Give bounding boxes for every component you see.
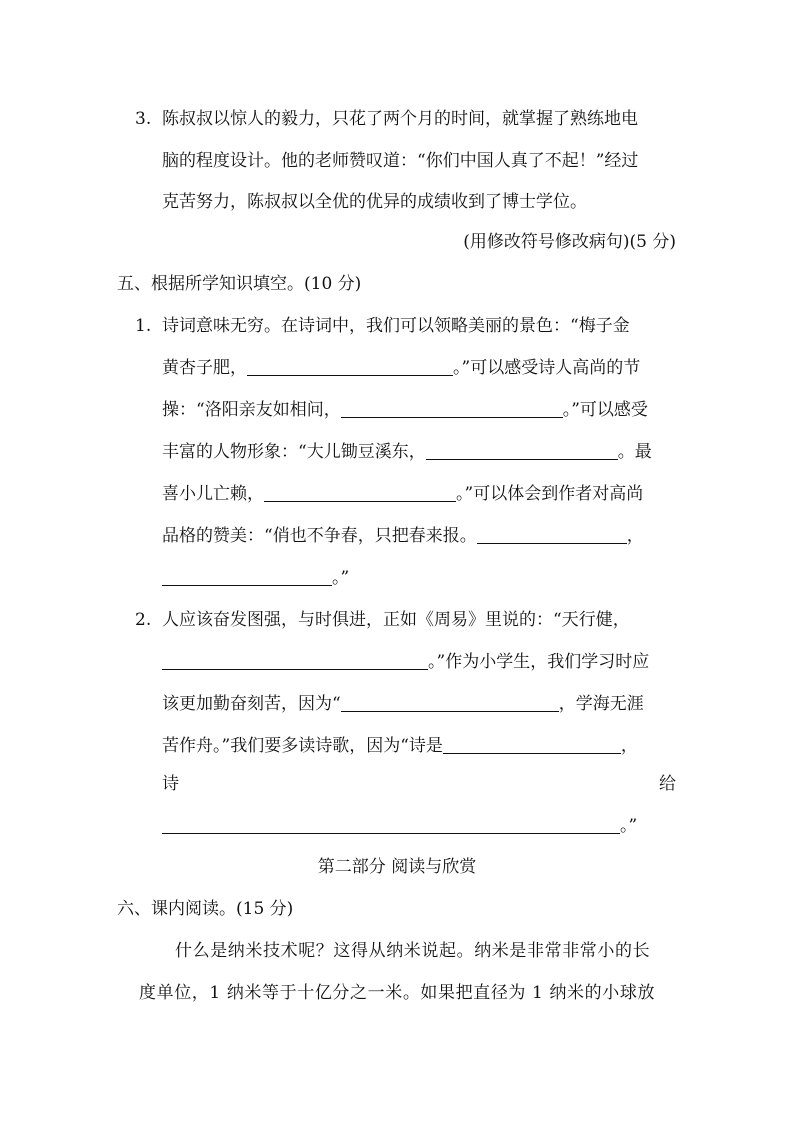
answer-blank[interactable] (426, 443, 618, 460)
q5-2-line-6 (162, 814, 637, 838)
answer-blank[interactable] (162, 817, 620, 834)
q3-line-1: 陈叔叔以惊人的毅力，只花了两个月的时间，就掌握了熟练地电 (162, 109, 638, 129)
answer-blank[interactable] (341, 401, 563, 418)
answer-blank[interactable] (477, 527, 627, 544)
q3-line-2: 脑的程度设计。他的老师赞叹道：“你们中国人真了不起！”经过 (162, 151, 639, 171)
q5-2-line-1: 人应该奋发图强，与时俱进，正如《周易》里说的：“天行健， (162, 610, 630, 630)
q5-1-line-6-text-b: ， (626, 526, 644, 546)
q5-2-line-2 (162, 650, 649, 674)
q5-1-line-7-text-b: 。” (332, 568, 350, 588)
q5-1-line-3-text-a: 操：“洛阳亲友如相问， (162, 400, 341, 420)
q5-2-line-4-text-a: 苦作舟。”我们要多读诗歌，因为“诗是 (162, 736, 443, 756)
q5-1-line-1: 诗词意味无穷。在诗词中，我们可以领略美丽的景色：“梅子金 (162, 316, 630, 336)
q5-1-number: 1. (135, 316, 152, 336)
q5-1-line-5-text-b: 。”可以体会到作者对高尚 (456, 484, 644, 504)
q5-2-line-6-text-b: 。” (620, 816, 638, 836)
q5-1-line-7 (162, 566, 349, 590)
part-2-title: 第二部分 阅读与欣赏 (317, 857, 477, 877)
q5-2-line-4 (162, 734, 638, 758)
q3-number: 3. (135, 109, 152, 129)
q5-1-line-4-text-a: 丰富的人物形象：“大儿锄豆溪东， (162, 442, 426, 462)
q5-1-line-3 (162, 398, 648, 422)
q5-2-line-3 (162, 692, 644, 716)
q5-1-line-4-text-b: 。最 (617, 442, 652, 462)
answer-blank[interactable] (264, 485, 456, 502)
answer-blank[interactable] (341, 695, 559, 712)
q5-2-line-5-text-b: 给 (659, 774, 676, 794)
q5-1-line-5 (162, 482, 643, 506)
q3-instruction: (用修改符号修改病句)(5 分) (463, 232, 676, 252)
q5-2-number: 2. (135, 610, 152, 630)
reading-paragraph-line-2: 度单位，1 纳米等于十亿分之一米。如果把直径为 1 纳米的小球放 (139, 983, 656, 1003)
q3-line-3: 克苦努力，陈叔叔以全优的优异的成绩收到了博士学位。 (162, 192, 587, 212)
q5-1-line-5-text-a: 喜小儿亡赖， (162, 484, 264, 504)
q5-2-line-5-text-a: 诗 (162, 774, 179, 794)
q5-1-line-2 (162, 356, 640, 380)
reading-paragraph-line-1: 什么是纳米技术呢？这得从纳米说起。纳米是非常非常小的长 (175, 941, 651, 961)
q5-2-line-5 (162, 772, 676, 796)
q5-2-line-3-text-b: ，学海无涯 (558, 694, 644, 714)
q5-2-line-3-text-a: 该更加勤奋刻苦，因为“ (162, 694, 341, 714)
q5-1-line-6-text-a: 品格的赞美：“俏也不争春，只把春来报。 (162, 526, 477, 546)
answer-blank[interactable] (162, 653, 428, 670)
section-5-heading: 五、根据所学知识填空。(10 分) (117, 274, 362, 294)
q5-1-line-2-text-a: 黄杏子肥， (162, 358, 247, 378)
q5-2-line-4-text-b: ， (620, 736, 638, 756)
q5-1-line-6 (162, 524, 644, 548)
section-6-heading: 六、课内阅读。(15 分) (117, 899, 294, 919)
q5-1-line-3-text-b: 。”可以感受 (562, 400, 648, 420)
q5-1-line-4 (162, 440, 652, 464)
q5-1-line-2-text-b: 。”可以感受诗人高尚的节 (453, 358, 641, 378)
answer-blank[interactable] (443, 737, 621, 754)
answer-blank[interactable] (247, 359, 453, 376)
answer-blank[interactable] (162, 569, 332, 586)
q5-2-line-2-text-b: 。”作为小学生，我们学习时应 (428, 652, 650, 672)
